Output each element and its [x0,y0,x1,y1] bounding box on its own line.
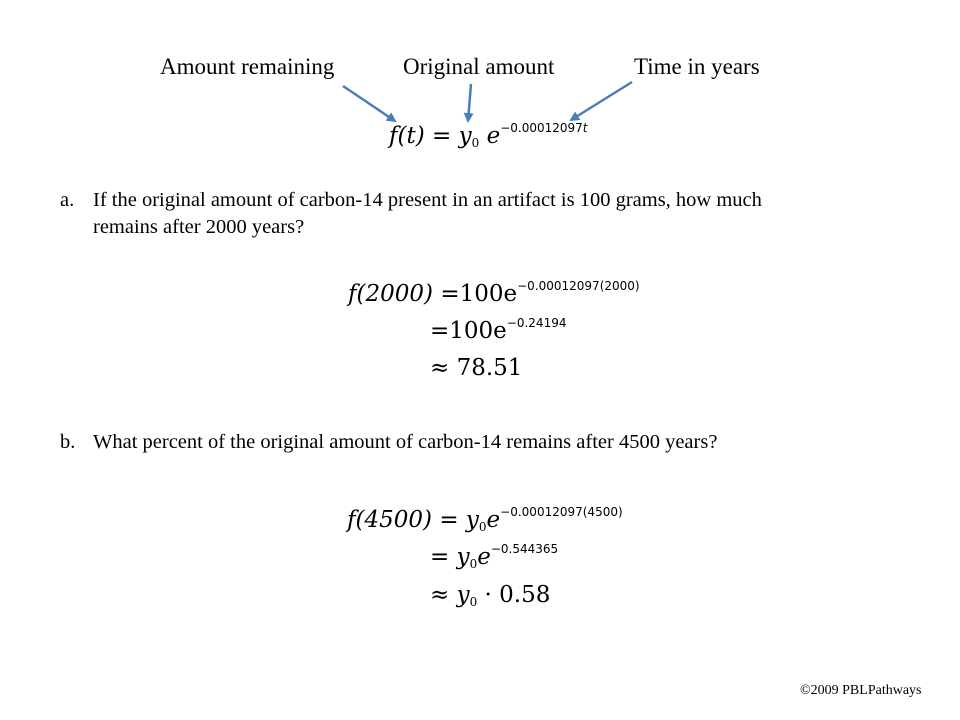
question-a-line1: If the original amount of carbon-14 present in an artifact is 100 grams, how much [93,189,762,211]
answer-b-step2: = $y_0e^{-0.544365}$ [430,542,559,571]
copyright-footer: ©2009 PBLPathways [800,683,922,698]
label-original-amount: Original amount [403,54,555,79]
answer-a-step3: ≈ 78.51 [430,355,523,381]
arrow-amount-remaining [343,86,395,121]
question-b-line1: What percent of the original amount of carbon-14 remains after 4500 years? [93,431,718,453]
arrow-time-in-years [571,82,632,120]
question-a-line2: remains after 2000 years? [93,216,305,238]
answer-a-step2: $=100e^{-0.24194}$ [430,316,567,344]
arrow-original-amount [468,84,471,121]
label-time-in-years: Time in years [634,54,760,79]
question-a-letter: a. [60,189,75,211]
label-amount-remaining: Amount remaining [160,54,335,79]
answer-b-step3: ≈ $y_0 \cdot 0.58$ [430,582,551,609]
answer-a-step1: $f(2000) =100e^{-0.00012097(2000)}$ [348,279,640,307]
question-b-letter: b. [60,431,76,453]
answer-b-step1: $f(4500) = y_0e^{-0.00012097(4500)}$ [347,505,623,534]
decay-formula: $f(t) = y_0$ $e^{-0.00012097t}$ [389,121,588,150]
